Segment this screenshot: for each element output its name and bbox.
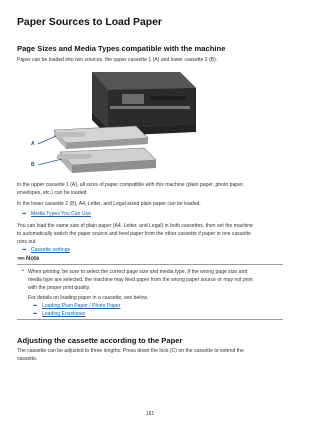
- section2-line1: The cassette can be adjusted to three lengths. Press down the lock (C) on the cassette to extend the: [17, 348, 244, 354]
- figure-label-a: A: [31, 141, 35, 147]
- link-cassette-settings[interactable]: Cassette settings: [31, 247, 71, 253]
- arrow-icon: ➡: [22, 211, 27, 217]
- para3-line2: to automatically switch the paper source and feed paper from the other cassette if paper in one cassette: [17, 231, 251, 237]
- para2: In the lower cassette 2 (B), A4, Letter, and Legal-sized plain paper can be loaded.: [17, 201, 201, 207]
- link-media-types[interactable]: Media Types You Can Use: [31, 211, 91, 217]
- arrow-icon: ➡: [33, 303, 38, 309]
- note-chevrons-icon: »»»: [17, 256, 25, 262]
- note-heading-label: Note: [26, 256, 40, 262]
- arrow-icon: ➡: [33, 311, 38, 317]
- para1-line1: In the upper cassette 1 (A), all sizes of paper compatible with this machine (plain paper, photo paper,: [17, 182, 244, 188]
- section2-line2: cassette.: [17, 356, 38, 362]
- note-line4: For details on loading paper in a cassette, see below.: [28, 295, 149, 301]
- note-line1: When printing, be sure to select the correct page size and media type. If the wrong page size and: [28, 269, 248, 275]
- section-heading-page-sizes: Page Sizes and Media Types compatible with the machine: [17, 44, 226, 53]
- note-line3: with the proper print quality.: [28, 285, 91, 291]
- link-loading-plain-paper[interactable]: Loading Plain Paper / Photo Paper: [42, 303, 121, 309]
- para3-line1: You can load the same size of plain paper (A4, Letter, and Legal) in both cassettes, then set the machine: [17, 223, 253, 229]
- link-loading-envelopes[interactable]: Loading Envelopes: [42, 311, 86, 317]
- note-heading: [17, 256, 39, 262]
- para3-line3: runs out.: [17, 239, 37, 245]
- bullet-icon: •: [22, 268, 24, 274]
- page-title: Paper Sources to Load Paper: [17, 17, 162, 28]
- printer-cassettes-illustration: [30, 66, 210, 178]
- note-line2: media type are selected, the machine may feed paper from the wrong paper source or may not print: [28, 277, 253, 283]
- page-number: 161: [145, 411, 155, 417]
- section-heading-adjusting-cassette: Adjusting the cassette according to the Paper: [17, 336, 183, 345]
- intro-text: Paper can be loaded into two sources, the upper cassette 1 (A) and lower cassette 2 (B).: [17, 57, 218, 63]
- figure-label-b: B: [31, 162, 35, 168]
- arrow-icon: ➡: [22, 247, 27, 253]
- para1-line2: envelopes, etc.) can be loaded.: [17, 190, 88, 196]
